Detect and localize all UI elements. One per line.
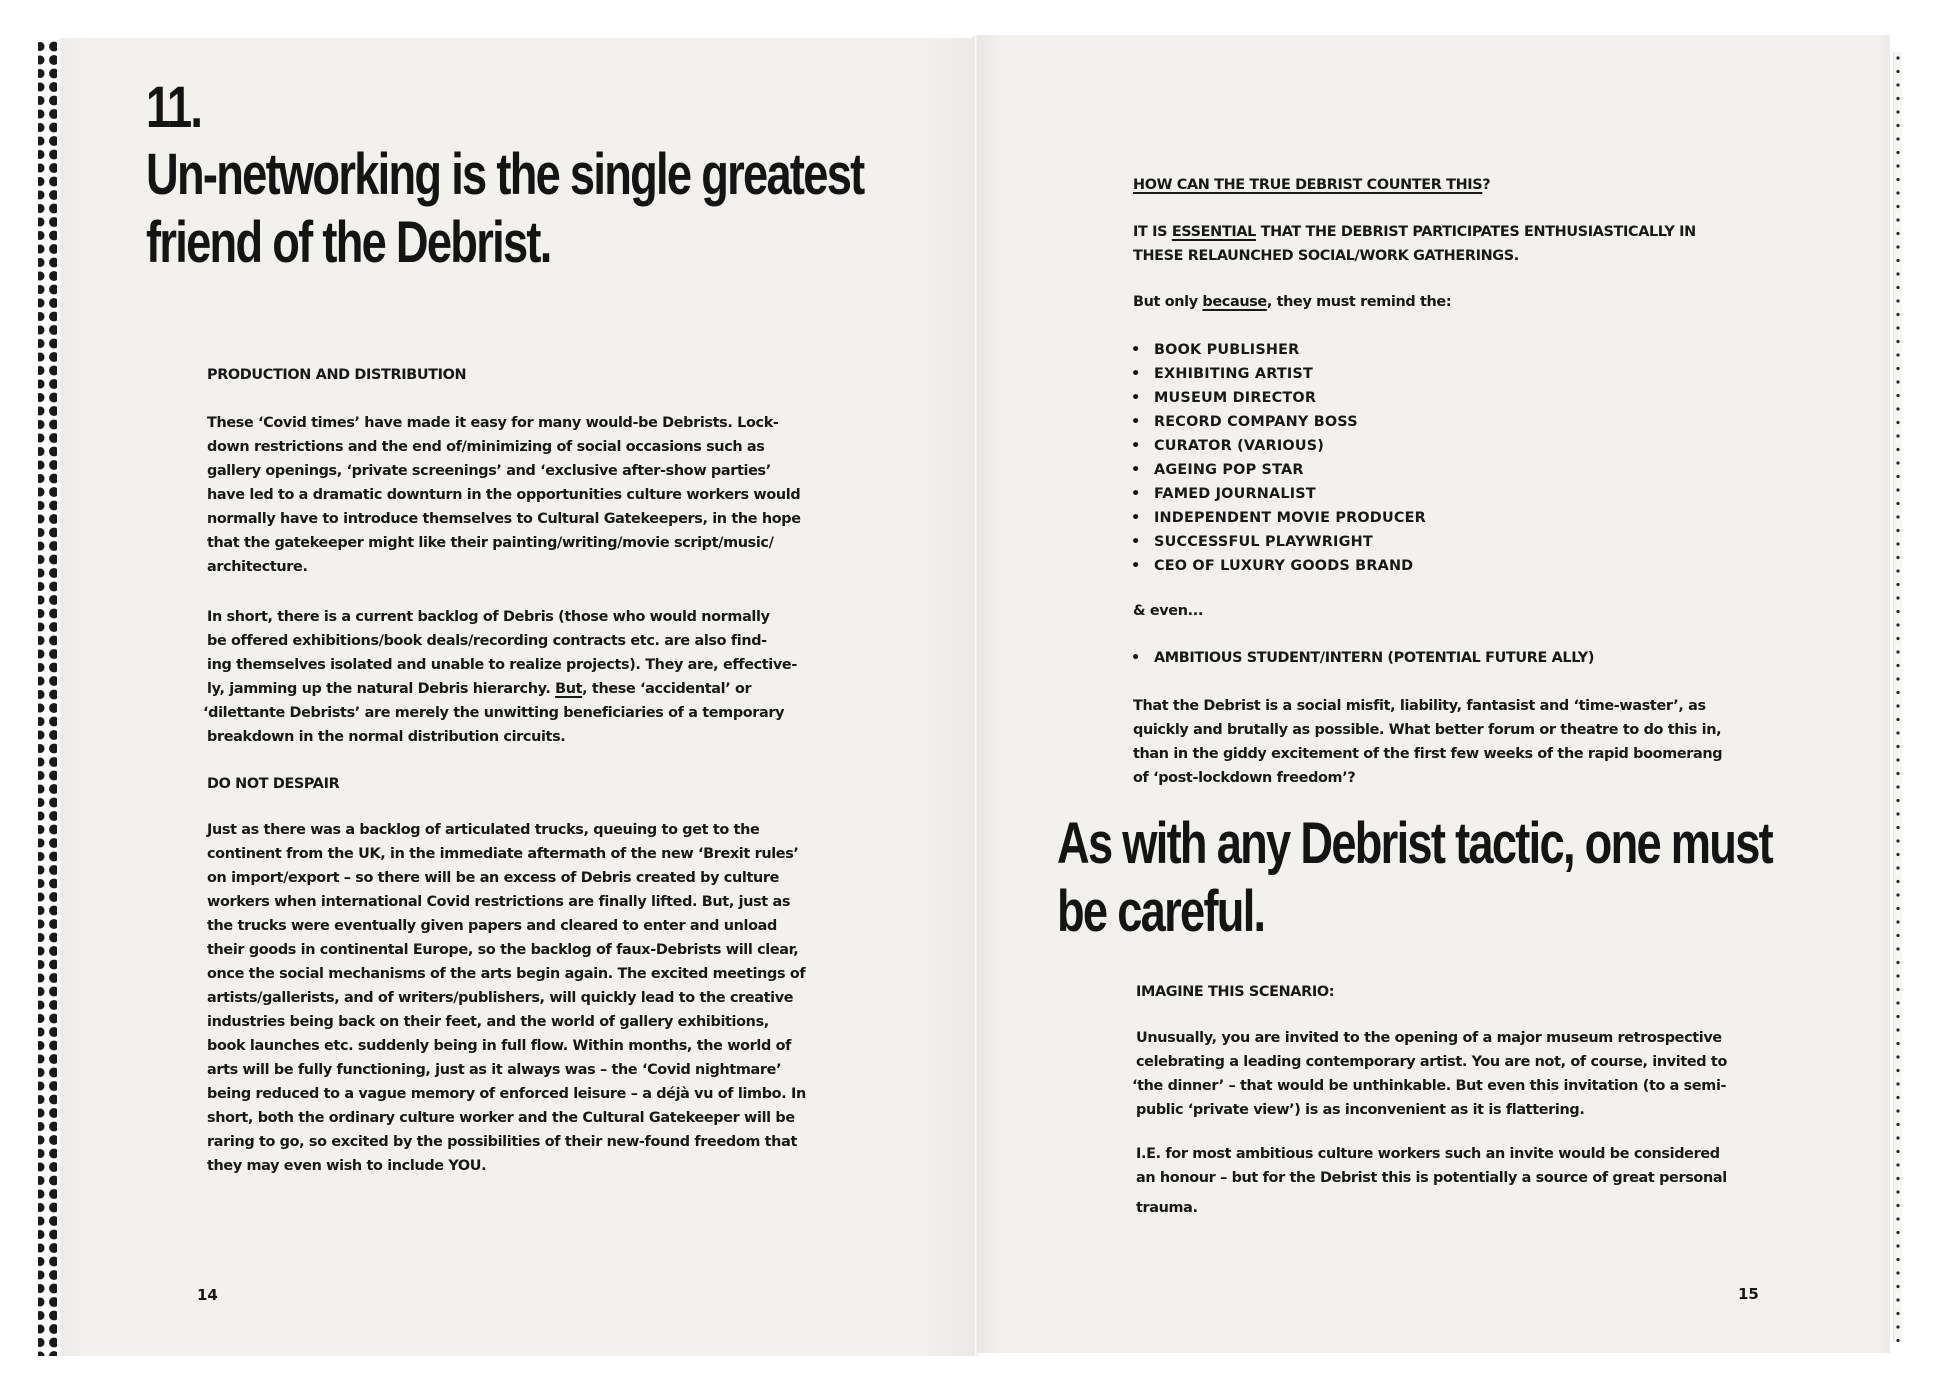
text-line: THESE RELAUNCHED SOCIAL/WORK GATHERINGS. <box>1133 248 1519 264</box>
text-line: artists/gallerists, and of writers/publishers, will quickly lead to the creative <box>207 990 794 1006</box>
text-span: IT IS <box>1133 224 1172 240</box>
list-item <box>1131 506 1781 530</box>
text-line: ‘dilettante Debrists’ are merely the unwitting beneficiaries of a temporary <box>203 705 785 721</box>
scenario-heading <box>1136 980 1786 1004</box>
text-span: , these ‘accidental’ or <box>582 681 752 697</box>
list-item <box>1131 362 1781 386</box>
text-line: quickly and brutally as possible. What better forum or theatre to do this in, <box>1133 722 1722 738</box>
question-line <box>1133 173 1783 197</box>
callout-heading <box>1057 810 1772 946</box>
text-line: on import/export – so there will be an excess of Debris created by culture <box>207 870 780 886</box>
text-line: arts will be fully functioning, just as it always was – the ‘Covid nightmare’ <box>207 1062 782 1078</box>
essential-statement <box>1133 220 1783 268</box>
text-line: being reduced to a vague memory of enforced leisure – a déjà vu of limbo. In <box>207 1086 806 1102</box>
page-number-left: 14 <box>197 1286 218 1304</box>
list-item-label: BOOK PUBLISHER <box>1154 342 1300 358</box>
text-line: normally have to introduce themselves to Cultural Gatekeepers, in the hope <box>207 511 801 527</box>
section-do-not-despair <box>207 772 837 796</box>
bullet-icon: • <box>1131 414 1141 430</box>
text-line: I.E. for most ambitious culture workers such an invite would be considered <box>1136 1146 1720 1162</box>
text-span: But only <box>1133 294 1203 310</box>
list-item <box>1131 482 1781 506</box>
underlined-word: But <box>555 681 583 697</box>
text-line: an honour – but for the Debrist this is potentially a source of great personal <box>1136 1170 1727 1186</box>
extra-list <box>1131 646 1781 670</box>
text-line: breakdown in the normal distribution circuits. <box>207 729 566 745</box>
bullet-icon: • <box>1131 534 1141 550</box>
text-span: THAT THE DEBRIST PARTICIPATES ENTHUSIASTICALLY IN <box>1255 224 1696 240</box>
text-span: ly, jamming up the natural Debris hierarchy. <box>207 681 551 697</box>
list-item-label: EXHIBITING ARTIST <box>1154 366 1314 382</box>
text-line: once the social mechanisms of the arts begin again. The excited meetings of <box>207 966 806 982</box>
list-item-label: RECORD COMPANY BOSS <box>1154 414 1358 430</box>
chapter-title-line: friend of the Debrist. <box>146 210 551 275</box>
text-line: the trucks were eventually given papers and cleared to enter and unload <box>207 918 777 934</box>
list-item <box>1131 530 1781 554</box>
text-line: workers when international Covid restrictions are finally lifted. But, just as <box>207 894 791 910</box>
list-item <box>1131 434 1781 458</box>
text-line: than in the giddy excitement of the first few weeks of the rapid boomerang <box>1133 746 1723 762</box>
text-line: These ‘Covid times’ have made it easy for many would-be Debrists. Lock- <box>207 415 779 431</box>
remind-intro <box>1133 290 1783 314</box>
text-line: public ‘private view’) is as inconvenient as it is flattering. <box>1136 1102 1585 1118</box>
paragraph-backlog <box>203 605 837 749</box>
text-line: be offered exhibitions/book deals/recording contracts etc. are also find- <box>207 633 767 649</box>
paragraph-misfit <box>1133 694 1783 790</box>
bullet-icon: • <box>1131 366 1141 382</box>
text-line: gallery openings, ‘private screenings’ and ‘exclusive after-show parties’ <box>207 463 771 479</box>
list-item-label: FAMED JOURNALIST <box>1154 486 1316 502</box>
text-line: their goods in continental Europe, so the backlog of faux-Debrists will clear, <box>207 942 799 958</box>
text-line: Just as there was a backlog of articulated trucks, queuing to get to the <box>207 822 760 838</box>
text-line <box>1133 290 1783 314</box>
text-span: , they must remind the: <box>1266 294 1452 310</box>
list-item <box>1131 386 1781 410</box>
list-item-label: CURATOR (VARIOUS) <box>1154 438 1325 454</box>
underlined-word: because <box>1202 294 1267 310</box>
left-page-edge <box>57 38 63 1356</box>
text-line: of ‘post-lockdown freedom’? <box>1133 770 1356 786</box>
section-heading: IMAGINE THIS SCENARIO: <box>1136 984 1335 1000</box>
text-line: In short, there is a current backlog of Debris (those who would normally <box>207 609 770 625</box>
remind-list <box>1131 338 1781 578</box>
text-line: industries being back on their feet, and the world of gallery exhibitions, <box>207 1014 769 1030</box>
text-line: & even... <box>1133 603 1203 619</box>
bullet-icon: • <box>1131 650 1140 666</box>
bullet-icon: • <box>1131 558 1141 574</box>
chapter-title <box>146 141 863 277</box>
text-line: ing themselves isolated and unable to realize projects). They are, effective- <box>207 657 797 673</box>
chapter-title-line: Un-networking is the single greatest <box>146 142 864 207</box>
underlined-word: ESSENTIAL <box>1171 224 1256 240</box>
list-item-label: AGEING POP STAR <box>1154 462 1304 478</box>
text-line <box>1133 220 1783 244</box>
text-line: have led to a dramatic downturn in the opportunities culture workers would <box>207 487 801 503</box>
bullet-icon: • <box>1131 510 1141 526</box>
bullet-icon: • <box>1131 342 1141 358</box>
text-line: celebrating a leading contemporary artist. You are not, of course, invited to <box>1136 1054 1727 1070</box>
list-item <box>1131 410 1781 434</box>
text-line: trauma. <box>1136 1200 1198 1216</box>
paragraph-trucks <box>207 818 837 1178</box>
section-heading: DO NOT DESPAIR <box>207 776 340 792</box>
list-item-label: SUCCESSFUL PLAYWRIGHT <box>1154 534 1373 550</box>
list-item <box>1131 646 1781 670</box>
text-line <box>207 677 837 701</box>
text-line: Unusually, you are invited to the opening of a major museum retrospective <box>1136 1030 1722 1046</box>
text-line: that the gatekeeper might like their painting/writing/movie script/music/ <box>207 535 774 551</box>
callout-line: be careful. <box>1057 879 1265 944</box>
callout-line: As with any Debrist tactic, one must <box>1057 811 1773 876</box>
text-line: book launches etc. suddenly being in full flow. Within months, the world of <box>207 1038 792 1054</box>
question-heading <box>1133 173 1783 197</box>
text-line: architecture. <box>207 559 308 575</box>
text-line: they may even wish to include YOU. <box>207 1158 487 1174</box>
text-line: short, both the ordinary culture worker and the Cultural Gatekeeper will be <box>207 1110 795 1126</box>
paragraph-ie <box>1136 1142 1786 1220</box>
list-item <box>1131 554 1781 578</box>
list-item-label: AMBITIOUS STUDENT/INTERN (POTENTIAL FUTURE ALLY) <box>1154 650 1595 666</box>
list-item-label: INDEPENDENT MOVIE PRODUCER <box>1154 510 1426 526</box>
text-line: raring to go, so excited by the possibilities of their new-found freedom that <box>207 1134 797 1150</box>
bullet-icon: • <box>1131 462 1141 478</box>
paragraph-covid-times <box>207 411 837 579</box>
text-line: ‘the dinner’ – that would be unthinkable. But even this invitation (to a semi- <box>1132 1078 1727 1094</box>
bullet-icon: • <box>1131 438 1141 454</box>
bullet-icon: • <box>1131 390 1141 406</box>
list-item-label: CEO OF LUXURY GOODS BRAND <box>1154 558 1414 574</box>
question-mark: ? <box>1482 177 1491 193</box>
page-number-right: 15 <box>1738 1285 1759 1303</box>
underlined-question: HOW CAN THE TRUE DEBRIST COUNTER THIS <box>1133 177 1483 193</box>
list-item <box>1131 338 1781 362</box>
chapter-number: 11. <box>146 75 202 140</box>
paragraph-scenario <box>1132 1026 1786 1122</box>
text-line: continent from the UK, in the immediate aftermath of the new ‘Brexit rules’ <box>207 846 799 862</box>
binding-dot-edge-right <box>1893 52 1902 1342</box>
text-line: down restrictions and the end of/minimizing of social occasions such as <box>207 439 765 455</box>
spine-gutter <box>973 36 978 1356</box>
text-line: That the Debrist is a social misfit, liability, fantasist and ‘time-waster’, as <box>1133 698 1706 714</box>
list-item-label: MUSEUM DIRECTOR <box>1154 390 1317 406</box>
bullet-icon: • <box>1131 486 1141 502</box>
section-heading: PRODUCTION AND DISTRIBUTION <box>207 367 467 383</box>
list-item <box>1131 458 1781 482</box>
and-even <box>1133 599 1783 623</box>
section-production <box>207 363 837 387</box>
